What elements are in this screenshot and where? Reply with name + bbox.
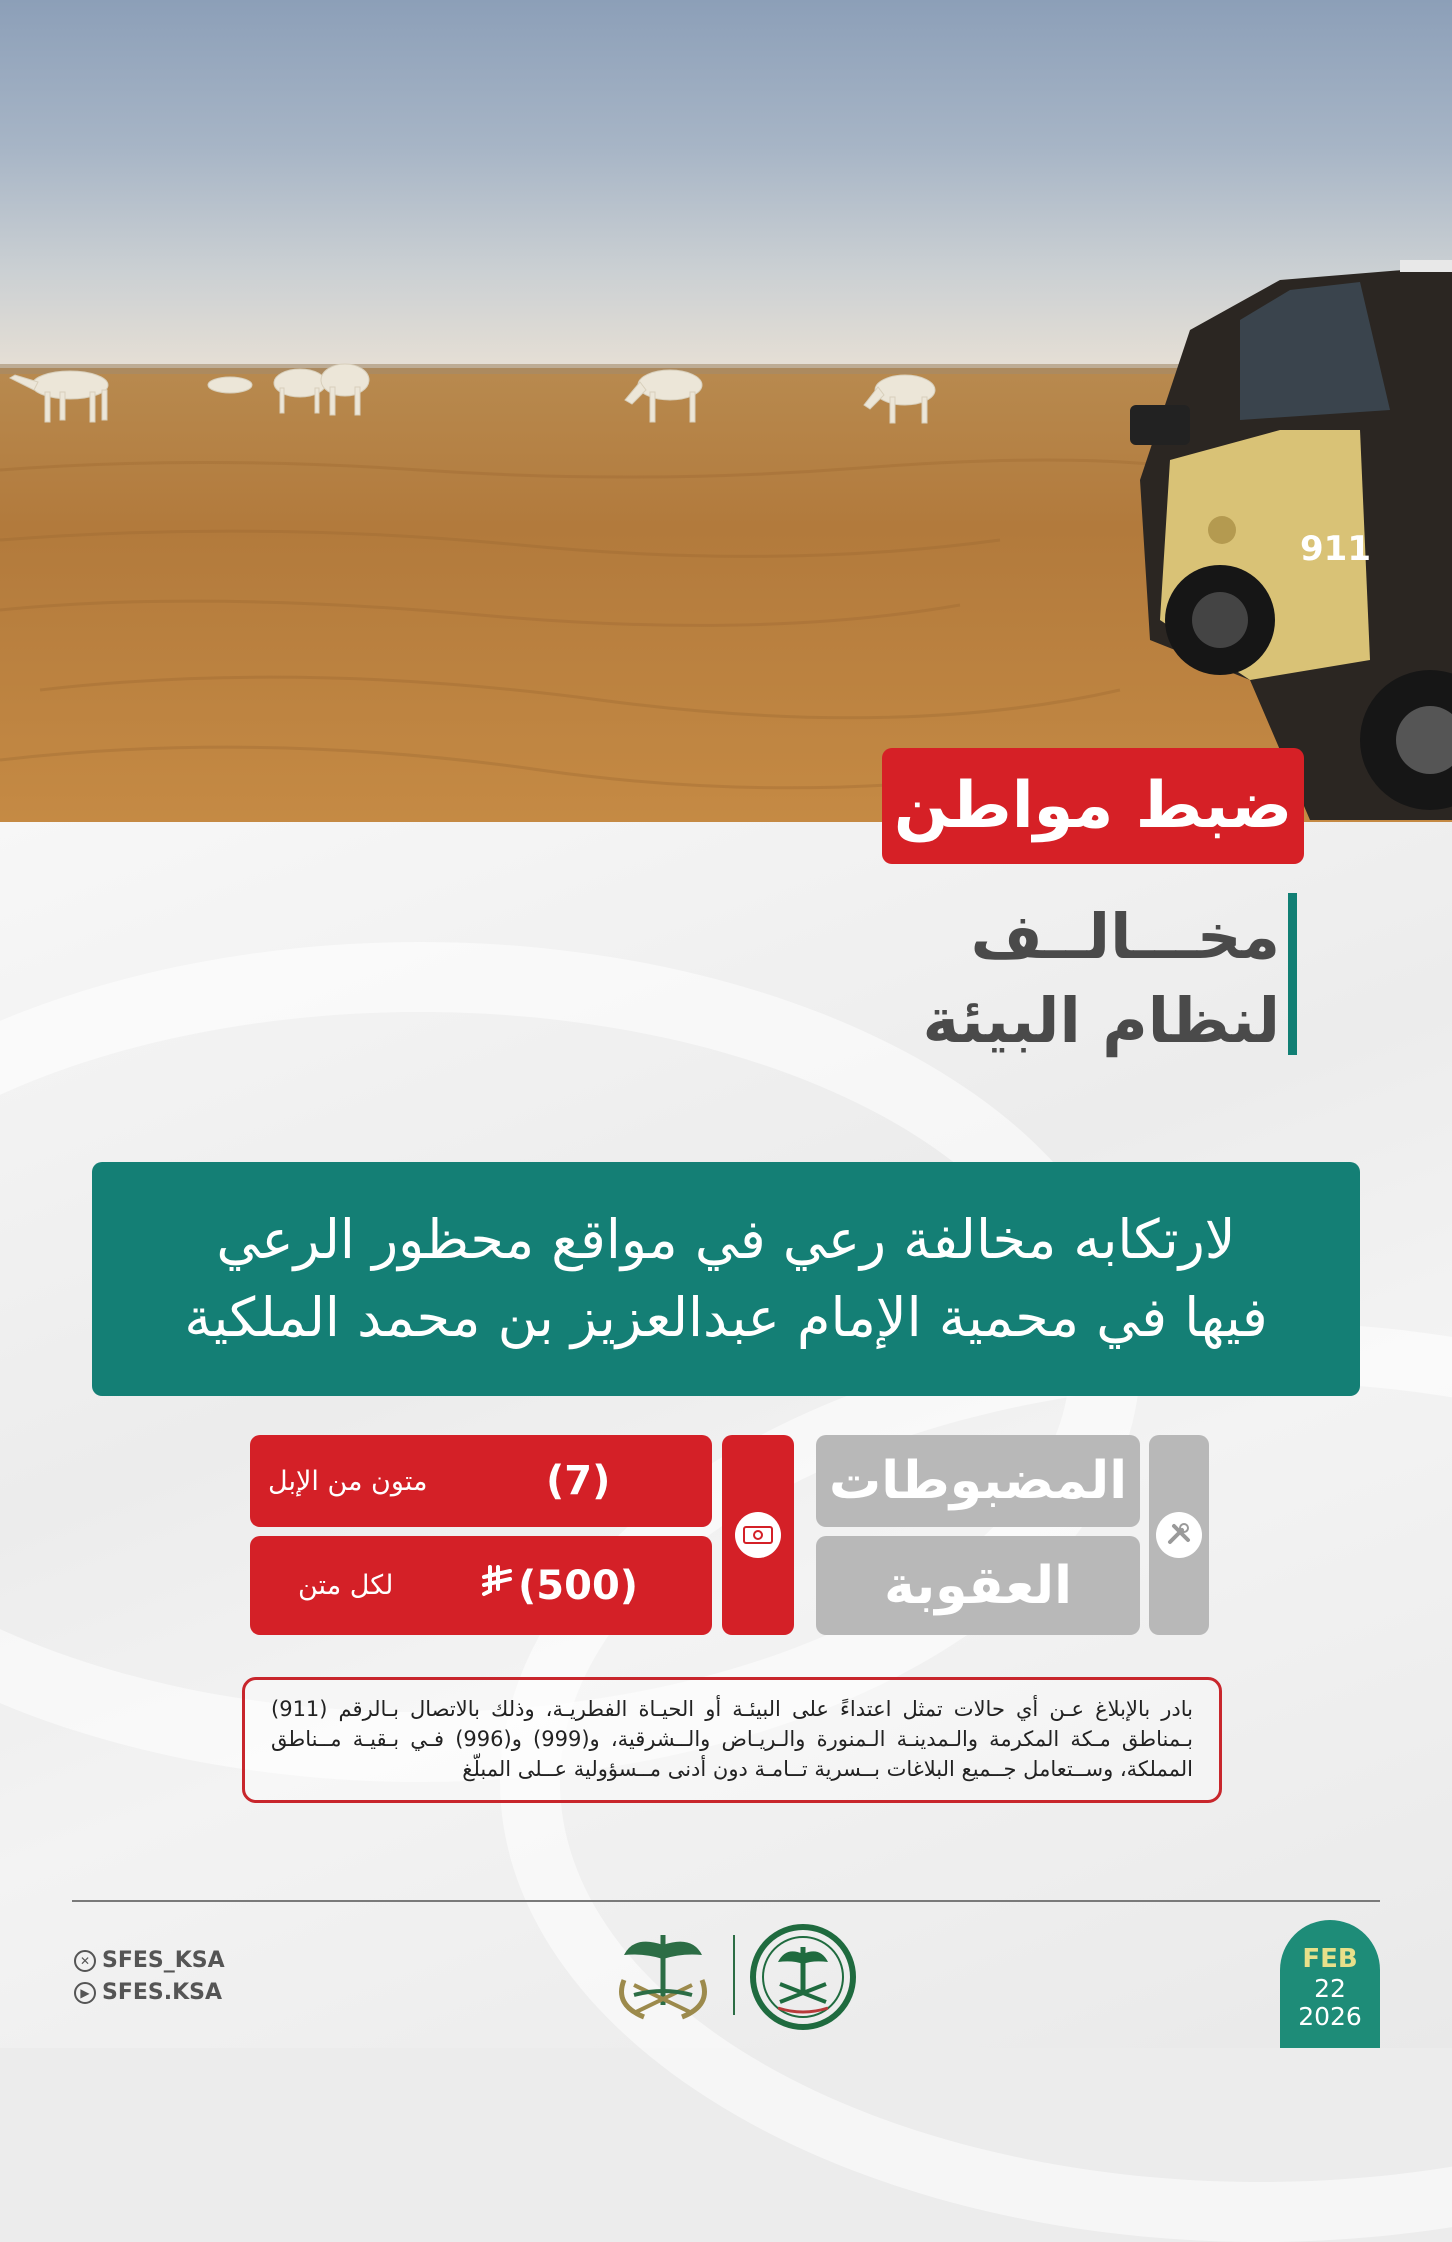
- date-year: 2026: [1298, 2002, 1362, 2031]
- subtitle-line1: مخـــالــف: [970, 900, 1280, 973]
- headline-badge: ضبط مواطن: [882, 748, 1304, 864]
- youtube-icon: ▶: [74, 1982, 96, 2004]
- moi-emblem-logo: [748, 1922, 858, 2032]
- seized-icon-column: [1149, 1435, 1209, 1635]
- penalty-label: العقوبة: [816, 1536, 1140, 1635]
- social-youtube-handle: SFES.KSA: [102, 1980, 223, 2005]
- social-x[interactable]: [74, 1948, 225, 1973]
- emblem-divider: [733, 1935, 735, 2015]
- subtitle-accent-bar: [1288, 893, 1297, 1055]
- violation-reason-box: [92, 1162, 1360, 1396]
- date-month: FEB: [1302, 1944, 1358, 1974]
- penalty-amount: (500): [518, 1562, 639, 1609]
- seized-value-cell: [250, 1435, 712, 1527]
- tools-icon: [1156, 1512, 1202, 1558]
- penalty-description: لكل متن: [298, 1570, 394, 1601]
- reason-line1: لارتكابه مخالفة رعي في مواقع محظور الرعي: [216, 1208, 1236, 1271]
- riyal-currency-icon: [482, 1565, 512, 1606]
- reason-line2: فيها في محمية الإمام عبدالعزيز بن محمد الملكية: [184, 1286, 1268, 1349]
- x-icon: ✕: [74, 1950, 96, 1972]
- subtitle: [860, 895, 1280, 1063]
- reporting-notice: بادر بالإبلاغ عـن أي حالات تمثل اعتداءً على البيئـة أو الحيـاة الفطريـة، وذلك بالاتصال بـالرقم (911) بـمناطق مـكة المكرمة والـمدينـة الـمنورة والـريـاض والــشرقية، و(999) و(996) فـي بـقيـة مــناطق المملكة، وســتعامل جــميع البلاغات بــسرية تــامـة دون أدنى مــسؤولية عــلى المبلّغ: [242, 1677, 1222, 1803]
- penalty-icon-column: [722, 1435, 794, 1635]
- money-icon: [735, 1512, 781, 1558]
- seized-label: المضبوطات: [816, 1435, 1140, 1527]
- social-youtube[interactable]: [74, 1980, 222, 2005]
- penalty-value-cell: [250, 1536, 712, 1635]
- social-x-handle: SFES_KSA: [102, 1948, 225, 1973]
- svg-text:911: 911: [1300, 529, 1371, 569]
- desert-camels-patrol-vehicle-image: [0, 0, 1452, 822]
- subtitle-line2: لنظام البيئة: [922, 984, 1280, 1057]
- date-day: 22: [1314, 1974, 1346, 2003]
- date-badge: [1280, 1920, 1380, 2048]
- footer-divider: [72, 1900, 1380, 1902]
- sfes-emblem-logo: [604, 1925, 722, 2025]
- header-photo: [0, 0, 1452, 822]
- seized-count: (7): [546, 1458, 611, 1504]
- penalty-amount-group: [482, 1536, 638, 1635]
- seized-description: متون من الإبل: [268, 1465, 428, 1497]
